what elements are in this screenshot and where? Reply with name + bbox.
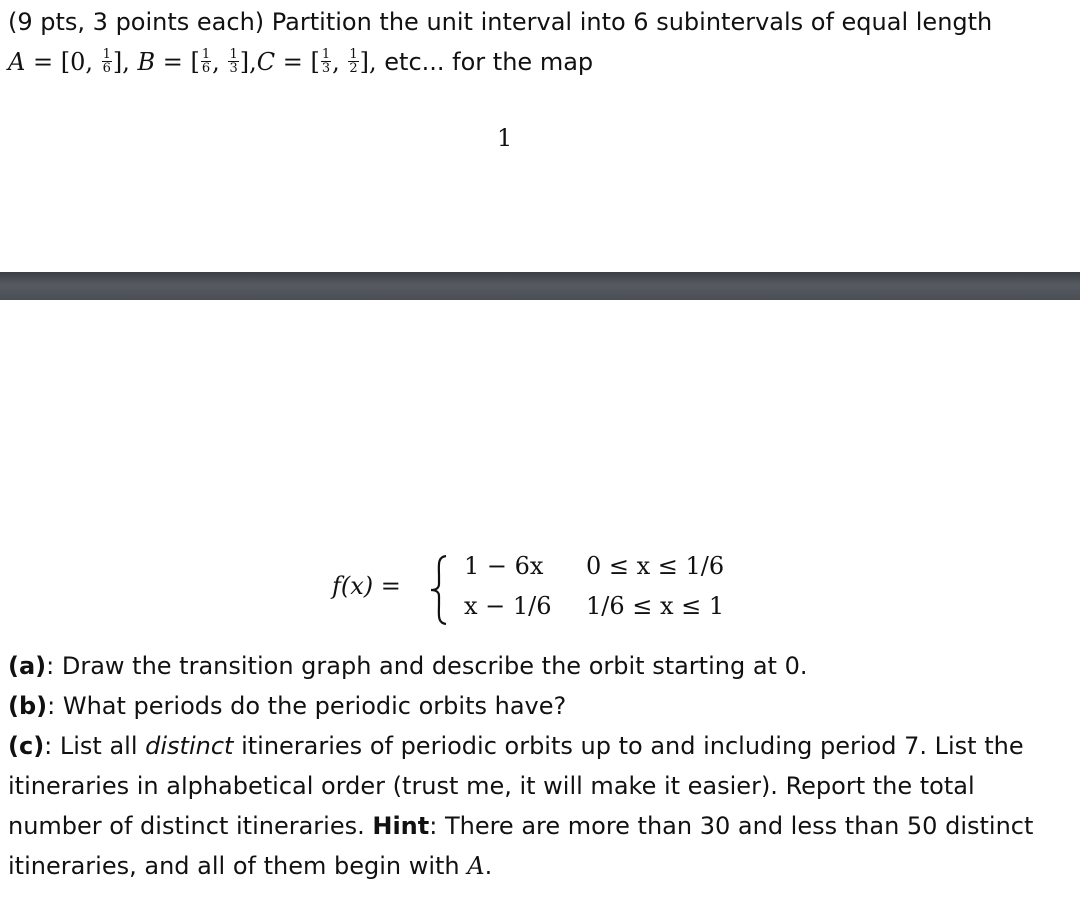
interval-b-eq: = [ <box>155 48 200 76</box>
hint-end: . <box>484 852 493 880</box>
fraction-one-third: $\frac{1}{3}$ <box>321 46 331 76</box>
question-a-text: : Draw the transition graph and describe the orbit starting at 0. <box>46 652 808 680</box>
interval-b-sep: , <box>212 48 228 76</box>
problem-intro <box>8 2 1076 82</box>
interval-c-name: C <box>256 48 276 76</box>
interval-c-close: ], <box>359 48 385 76</box>
interval-c-eq: = [ <box>275 48 320 76</box>
interval-c-sep: , <box>332 48 348 76</box>
interval-b-name: B <box>137 48 156 76</box>
left-brace-icon <box>428 554 450 626</box>
piecewise-function <box>332 552 752 628</box>
hint-letter: A <box>467 852 485 880</box>
question-c-text-post: itineraries of periodic orbits up to and including period 7. List the itineraries in alphabetical order (trust me, it will make it easier). Report the total number of distinct itineraries. <box>8 732 1032 840</box>
question-a-label: (a) <box>8 652 47 680</box>
interval-a-name: A <box>8 48 26 76</box>
question-b <box>8 686 1072 726</box>
intro-line-2-tail: etc... for the map <box>384 48 594 76</box>
question-b-label: (b) <box>8 692 48 720</box>
intro-line-1: (9 pts, 3 points each) Partition the unit interval into 6 subintervals of equal length <box>8 8 993 36</box>
questions <box>8 646 1072 886</box>
fraction-one-third: $\frac{1}{3}$ <box>229 46 238 76</box>
fraction-one-half: $\frac{1}{2}$ <box>349 46 358 76</box>
question-c-emphasis: distinct <box>145 732 234 760</box>
fraction-one-sixth: $\frac{1}{6}$ <box>102 46 111 76</box>
case-1-expression: 1 − 6x <box>464 552 544 580</box>
hint-label: Hint <box>372 812 430 840</box>
intro-line-2 <box>8 42 1076 82</box>
question-c <box>8 726 1072 886</box>
question-c-label: (c) <box>8 732 45 760</box>
question-a <box>8 646 1072 686</box>
interval-a-close: ], <box>112 48 138 76</box>
function-lhs: f(x) = <box>332 572 401 600</box>
interval-b-close: ], <box>239 48 257 76</box>
question-b-text: : What periods do the periodic orbits have? <box>47 692 567 720</box>
hint-text: : There are more than 30 and less than 50 distinct itineraries, and all of them begin with <box>8 812 1042 880</box>
page-separator-bar <box>0 272 1080 300</box>
case-2-condition: 1/6 ≤ x ≤ 1 <box>586 592 725 620</box>
question-c-text-pre: : List all <box>44 732 146 760</box>
fraction-one-sixth: $\frac{1}{6}$ <box>201 46 211 76</box>
page-number: 1 <box>497 124 513 152</box>
case-2-expression: x − 1/6 <box>464 592 552 620</box>
case-1-condition: 0 ≤ x ≤ 1/6 <box>586 552 725 580</box>
interval-a-eq: = [0, <box>25 48 101 76</box>
